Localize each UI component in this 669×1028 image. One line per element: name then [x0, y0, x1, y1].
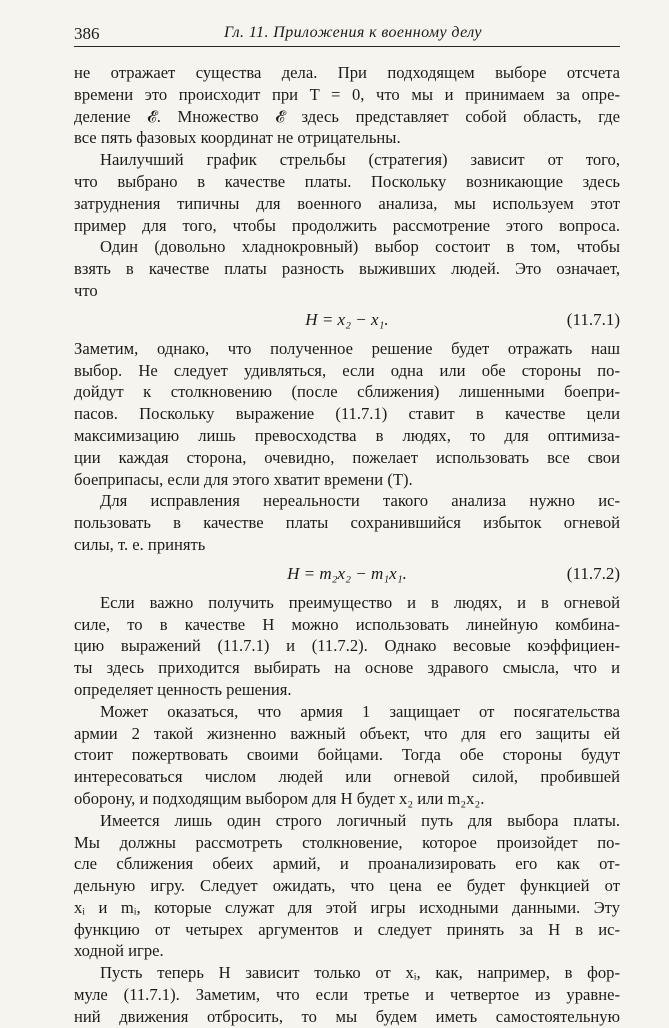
text-line: дельную игру. Следует ожидать, что цена ее будет функцией от: [74, 876, 620, 896]
running-title: Гл. 11. Приложения к военному делу: [224, 24, 482, 41]
text-line: ходной игре.: [74, 941, 164, 961]
text-line: стоит пожертвовать своими бойцами. Тогда обе стороны будут: [74, 745, 620, 765]
page-header: [74, 24, 620, 47]
text-line: деление 𝓔. Множество 𝓔 здесь представляет собой область, где: [74, 106, 620, 126]
equation-formula: H = m₂x₂ − m₁x₁.: [287, 563, 407, 583]
body-text: [74, 62, 620, 1028]
page-number: 386: [74, 24, 100, 43]
text-line: максимизацию лишь превосходства в людях, то для оптимиза-: [74, 425, 620, 445]
text-line: Может оказаться, что армия 1 защищает от посягательства: [100, 701, 620, 721]
text-line: определяет ценность решения.: [74, 679, 292, 699]
text-line: муле (11.7.1). Заметим, что если третье и четвертое из уравне-: [74, 985, 620, 1005]
text-line: Имеется лишь один строго логичный путь для выбора платы.: [100, 810, 620, 830]
text-line: не отражает существа дела. При подходящем выборе отсчета: [74, 63, 620, 82]
text-line: Пусть теперь H зависит только от xᵢ, как, например, в фор-: [100, 963, 620, 983]
text-line: оборону, и подходящим выбором для H будет x₂ или m₂x₂.: [74, 788, 485, 808]
text-line: времени это происходит при T = 0, что мы и принимаем за опре-: [74, 84, 620, 104]
text-line: силы, т. е. принять: [74, 534, 206, 554]
text-line: сле сближения обеих армий, и проанализировать его как от-: [74, 854, 620, 874]
text-line: Если важно получить преимущество и в людях, и в огневой: [100, 592, 620, 612]
equation-number: (11.7.1): [566, 309, 620, 329]
text-line: что: [74, 280, 98, 300]
text-line: цию выражений (11.7.1) и (11.7.2). Однако весовые коэффициен-: [74, 636, 620, 656]
text-line: ты здесь приходится выбирать на основе здравого смысла, что и: [74, 658, 620, 678]
text-line: интересоваться числом людей или огневой силой, пробившей: [74, 767, 620, 787]
equation-number: (11.7.2): [566, 563, 620, 583]
equation-11-7-1: [74, 302, 620, 338]
text-line: взять в качестве платы разность выживших людей. Это означает,: [74, 259, 620, 279]
text-line: что выбрано в качестве платы. Поскольку возникающие здесь: [74, 171, 620, 191]
text-line: пользовать в качестве платы сохранившийся избыток огневой: [74, 513, 620, 533]
text-line: дойдут к столкновению (после сближения) лишенными боепри-: [74, 382, 620, 402]
text-line: Для исправления нереальности такого анализа нужно ис-: [100, 491, 620, 511]
text-line: функцию от четырех аргументов и следует принять за H в ис-: [74, 919, 620, 939]
equation-11-7-2: [74, 556, 620, 592]
text-line: выбор. Не следует удивляться, если одна или обе стороны по-: [74, 360, 620, 380]
text-line: Заметим, однако, что полученное решение будет отражать наш: [74, 338, 620, 358]
text-line: все пять фазовых координат не отрицательны.: [74, 128, 401, 148]
text-line: пасов. Поскольку выражение (11.7.1) ставит в качестве цели: [74, 404, 620, 424]
text-line: армии 2 такой жизненно важный объект, что для его защиты ей: [74, 723, 620, 743]
equation-formula: H = x₂ − x₁.: [305, 309, 389, 329]
text-line: ции каждая сторона, очевидно, пожелает использовать все свои: [74, 447, 620, 467]
text-line: Мы должны рассмотреть столкновение, которое произойдет по-: [74, 832, 620, 852]
text-line: ний движения отбросить, то мы будем иметь самостоятельную: [74, 1006, 620, 1026]
text-line: боеприпасы, если для этого хватит времени (T).: [74, 469, 413, 489]
text-line: пример для того, чтобы продолжить рассмотрение этого вопроса.: [74, 215, 620, 235]
text-line: xᵢ и mᵢ, которые служат для этой игры исходными данными. Эту: [74, 897, 620, 917]
text-line: Наилучший график стрельбы (стратегия) зависит от того,: [100, 150, 620, 170]
text-line: Один (довольно хладнокровный) выбор состоит в том, чтобы: [100, 237, 620, 257]
text-line: силе, то в качестве H можно использовать линейную комбина-: [74, 614, 620, 634]
text-line: затруднения типичны для военного анализа, мы используем этот: [74, 193, 620, 213]
